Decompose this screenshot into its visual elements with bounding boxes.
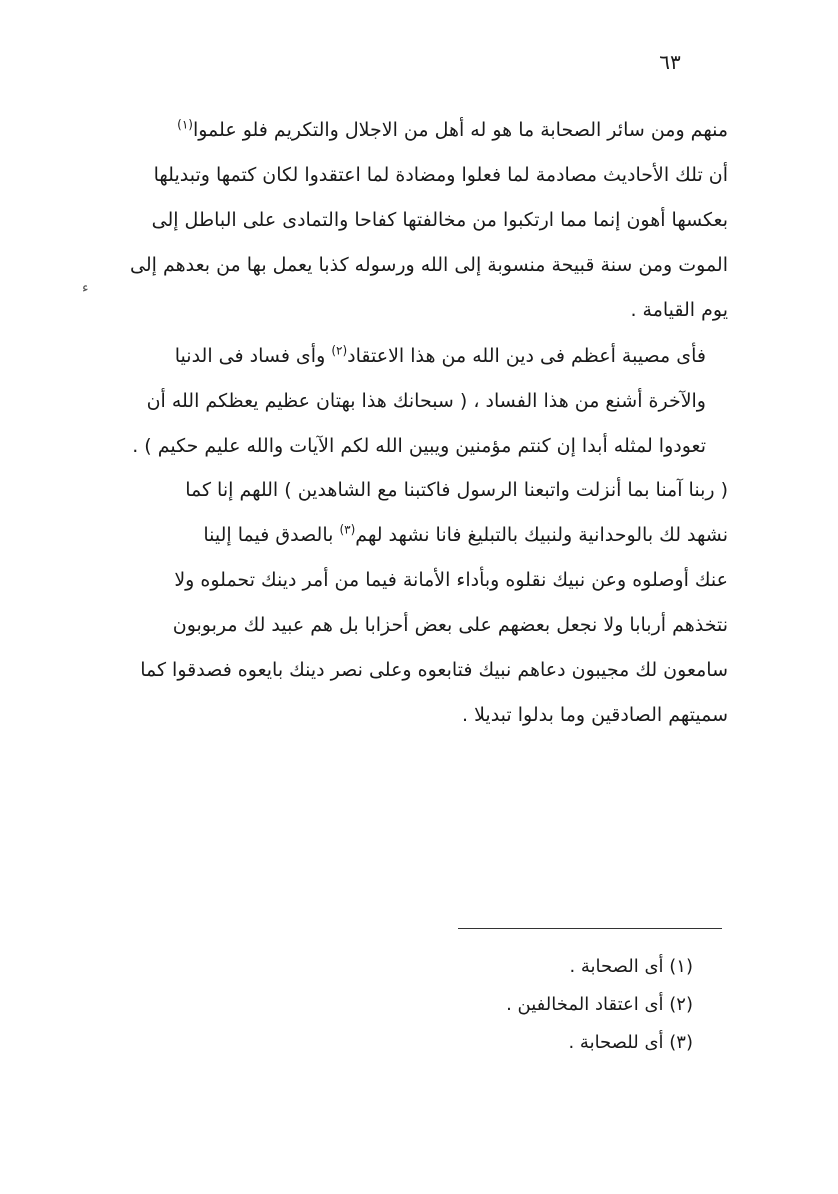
footnote-ref-3: (٣) [339, 522, 356, 537]
footnote-2: (٢) أى اعتقاد المخالفين . [506, 994, 693, 1015]
paragraph-3 [108, 468, 728, 738]
footnote-ref-2: (٢) [331, 343, 348, 358]
paragraph-2 [108, 334, 728, 469]
paragraph-1 [108, 108, 728, 333]
footnote-3: (٣) أى للصحابة . [568, 1032, 693, 1053]
text-line: بعكسها أهون إنما مما ارتكبوا من مخالفتها كفاحا والتمادى على الباطل إلى [151, 209, 728, 231]
line-text: بالصدق فيما إلينا [203, 524, 340, 546]
margin-mark: ء [82, 280, 89, 296]
footnote-separator [458, 928, 722, 929]
footnote-ref-1: (١) [177, 117, 193, 132]
line-text: فأى مصيبة أعظم فى دين الله من هذا الاعتقاد [347, 345, 706, 367]
text-line: نتخذهم أربابا ولا نجعل بعضهم على بعض أحزابا بل هم عبيد لك مربوبون [172, 614, 728, 636]
text-line: يوم القيامة . [630, 299, 728, 321]
text-line: الموت ومن سنة قبيحة منسوبة إلى الله ورسوله كذبا يعمل بها من بعدهم إلى [130, 254, 728, 276]
footnotes [393, 948, 693, 1062]
text-line: سامعون لك مجيبون دعاهم نبيك فتابعوه وعلى نصر دينك بايعوه فصدقوا كما [140, 659, 728, 681]
text-line: والآخرة أشنع من هذا الفساد ، ( سبحانك هذا بهتان عظيم يعظكم الله أن [146, 390, 706, 412]
footnote-1: (١) أى الصحابة . [569, 956, 693, 977]
line-text: نشهد لك بالوحدانية ولنبيك بالتبليغ فانا نشهد لهم [355, 524, 728, 546]
text-line [108, 334, 728, 379]
text-line [108, 513, 728, 558]
text-line: ( ربنا آمنا بما أنزلت واتبعنا الرسول فاكتبنا مع الشاهدين ) اللهم إنا كما [185, 479, 728, 501]
text-line [108, 108, 728, 153]
text-line: أن تلك الأحاديث مصادمة لما فعلوا ومضادة لما اعتقدوا لكان كتمها وتبديلها [153, 164, 728, 186]
text-line: سميتهم الصادقين وما بدلوا تبديلا . [462, 704, 728, 726]
text-line: عنك أوصلوه وعن نبيك نقلوه وبأداء الأمانة فيما من أمر دينك تحملوه ولا [174, 569, 728, 591]
line-text: وأى فساد فى الدنيا [174, 345, 332, 367]
page-number: ٦٣ [659, 50, 681, 74]
line-text: منهم ومن سائر الصحابة ما هو له أهل من الاجلال والتكريم فلو علموا [192, 119, 728, 141]
text-line: تعودوا لمثله أبدا إن كنتم مؤمنين ويبين الله لكم الآيات والله عليم حكيم ) . [132, 435, 706, 457]
